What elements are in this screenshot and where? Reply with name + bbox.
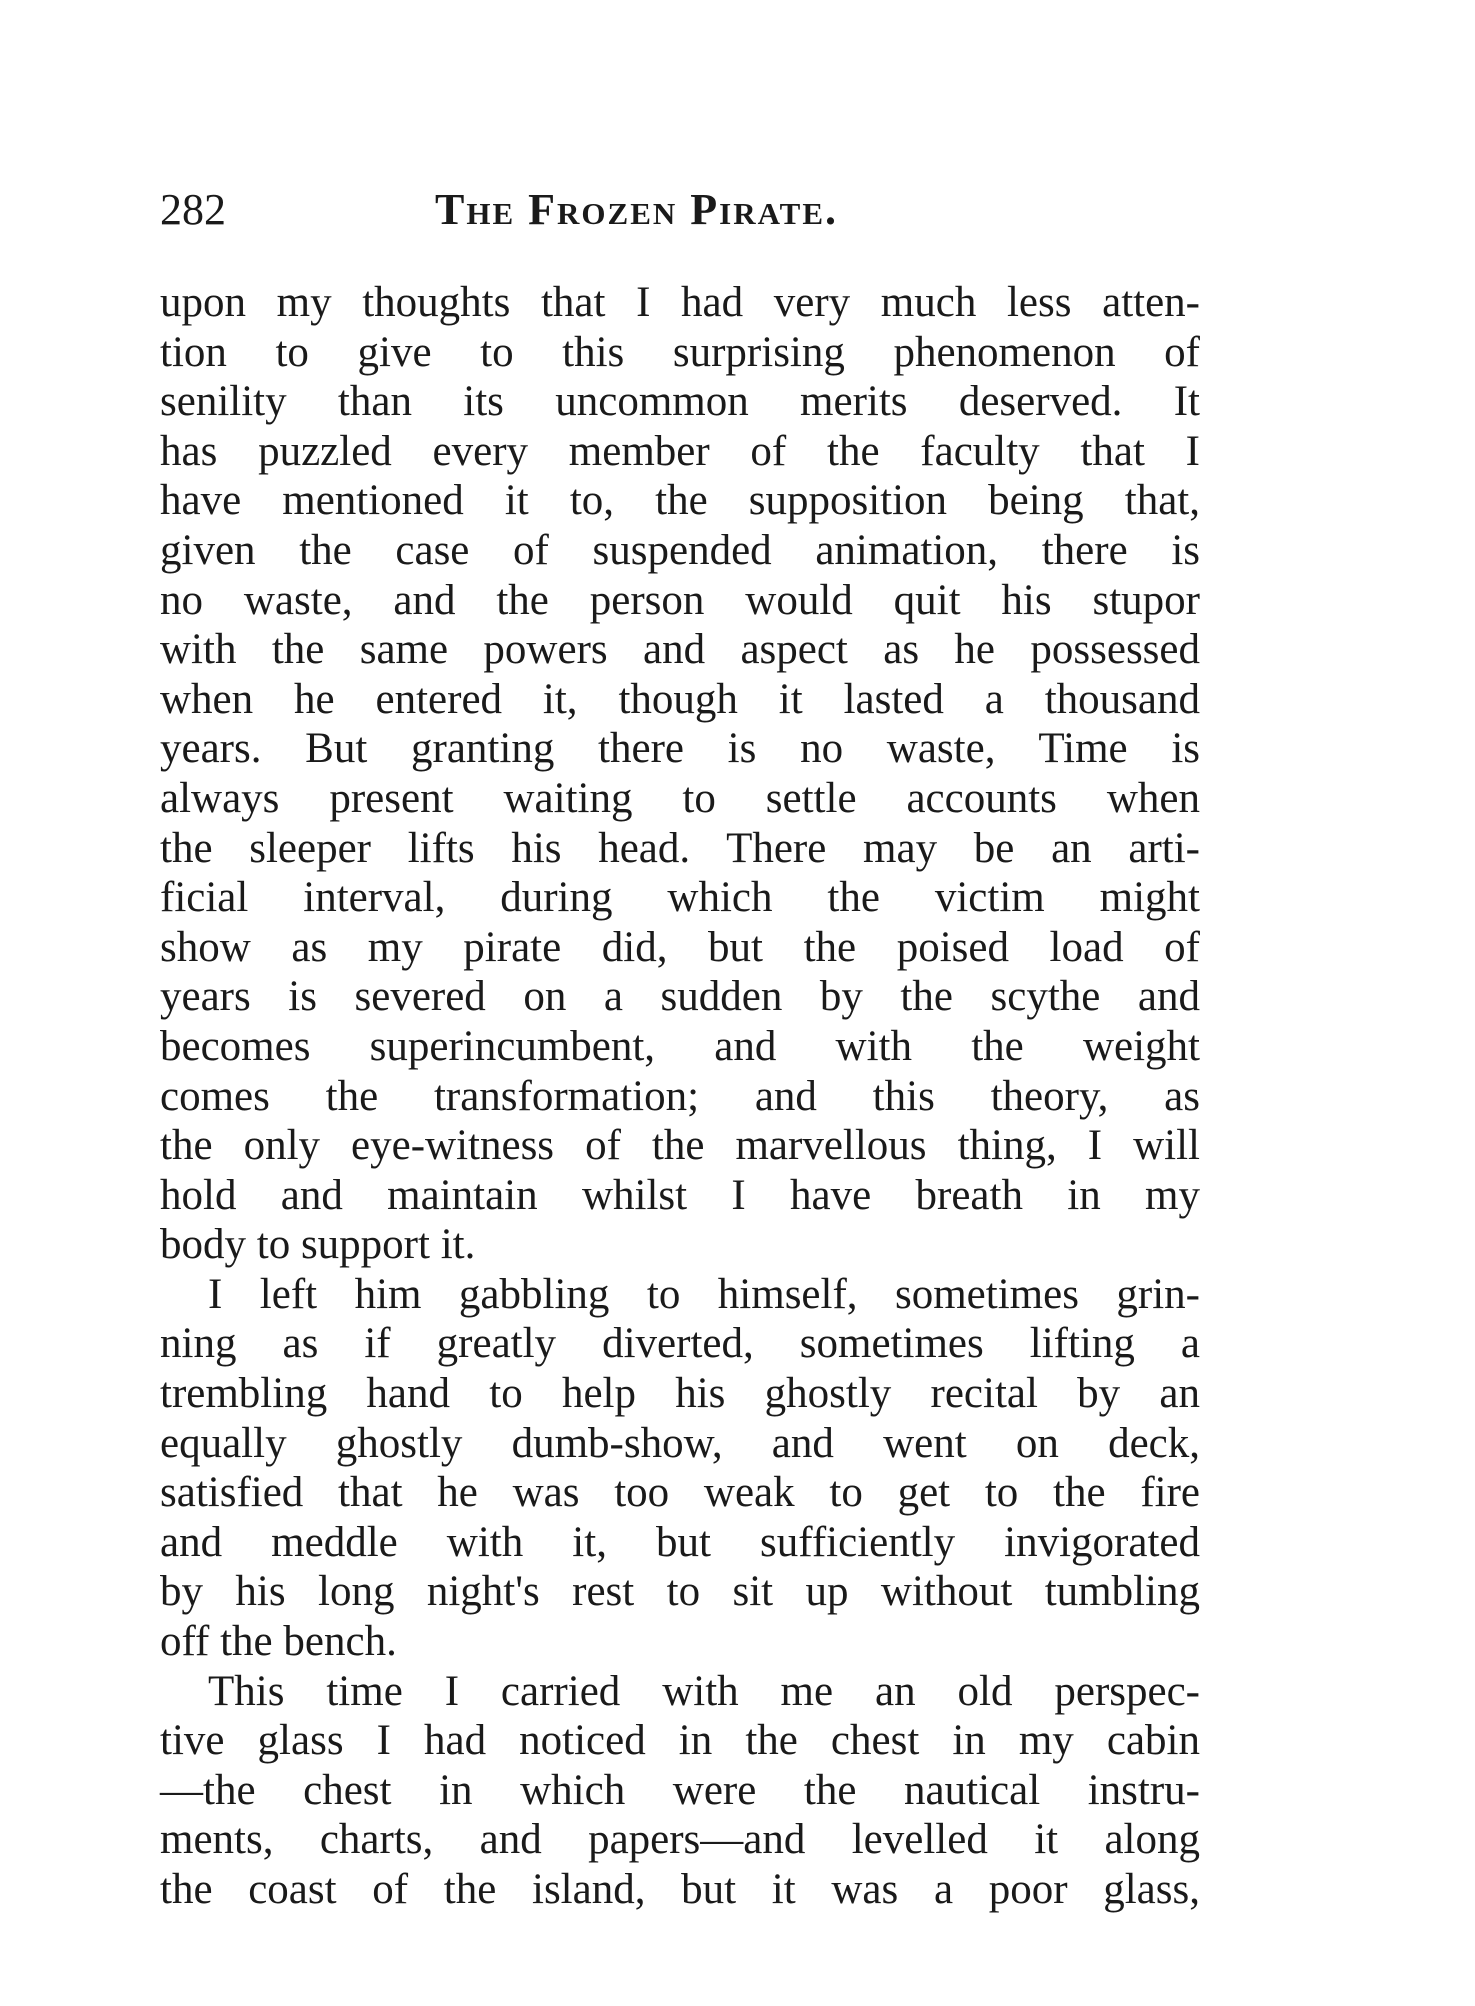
text-line: when he entered it, though it lasted a thousand	[160, 675, 1200, 723]
text-line: becomes superincumbent, and with the weight	[160, 1022, 1200, 1070]
text-line: senility than its uncommon merits deserved. It	[160, 378, 1200, 426]
text-line: show as my pirate did, but the poised load of	[160, 923, 1200, 971]
text-line: body to support it.	[160, 1221, 476, 1269]
book-title: The Frozen Pirate.	[435, 185, 839, 234]
paragraph	[160, 1667, 1200, 1915]
text-line: trembling hand to help his ghostly recital by an	[160, 1370, 1200, 1418]
text-line: always present waiting to settle accounts when	[160, 774, 1200, 822]
paragraph	[160, 278, 1200, 1270]
text-line: no waste, and the person would quit his stupor	[160, 576, 1200, 624]
text-line: with the same powers and aspect as he possessed	[160, 626, 1200, 674]
text-line: tion to give to this surprising phenomenon of	[160, 328, 1200, 376]
text-line: hold and maintain whilst I have breath in my	[160, 1171, 1200, 1219]
text-line: I left him gabbling to himself, sometimes grin-	[208, 1270, 1200, 1318]
text-line: tive glass I had noticed in the chest in my cabin	[160, 1717, 1200, 1765]
text-line: comes the transformation; and this theory, as	[160, 1072, 1200, 1120]
text-line: ments, charts, and papers—and levelled it along	[160, 1816, 1200, 1864]
text-line: the only eye-witness of the marvellous thing, I will	[160, 1122, 1200, 1170]
text-line: years. But granting there is no waste, Time is	[160, 725, 1200, 773]
text-line: has puzzled every member of the faculty that I	[160, 427, 1200, 475]
text-line: This time I carried with me an old perspec-	[208, 1667, 1200, 1715]
text-line: off the bench.	[160, 1618, 397, 1666]
text-line: —the chest in which were the nautical instru-	[160, 1766, 1200, 1814]
text-line: ficial interval, during which the victim might	[160, 874, 1200, 922]
page-number: 282	[160, 185, 226, 234]
text-line: years is severed on a sudden by the scythe and	[160, 973, 1200, 1021]
text-line: given the case of suspended animation, there is	[160, 526, 1200, 574]
body-text	[160, 278, 1200, 1915]
text-line: satisfied that he was too weak to get to the fire	[160, 1469, 1200, 1517]
text-line: upon my thoughts that I had very much less atten-	[160, 279, 1200, 326]
text-line: the sleeper lifts his head. There may be an arti-	[160, 824, 1200, 872]
paragraph	[160, 1270, 1200, 1667]
running-head	[160, 180, 1210, 250]
text-line: by his long night's rest to sit up without tumbling	[160, 1568, 1200, 1616]
text-line: the coast of the island, but it was a poor glass,	[160, 1866, 1200, 1913]
text-line: ning as if greatly diverted, sometimes lifting a	[160, 1320, 1200, 1368]
text-line: have mentioned it to, the supposition being that,	[160, 477, 1200, 525]
text-line: equally ghostly dumb-show, and went on deck,	[160, 1419, 1200, 1467]
text-line: and meddle with it, but sufficiently invigorated	[160, 1518, 1200, 1566]
